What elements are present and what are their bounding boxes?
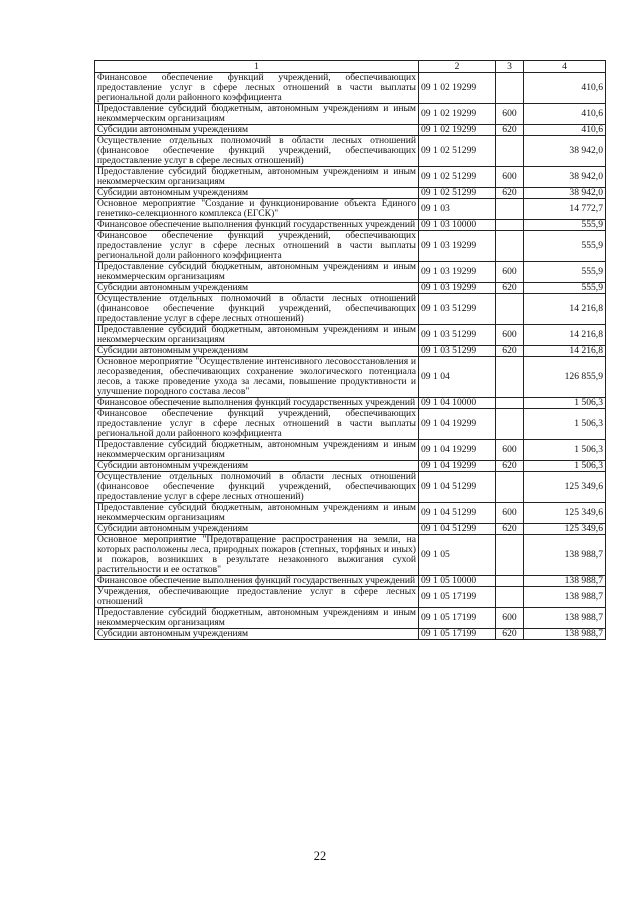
row-name-cell: Основное мероприятие "Осуществление интенсивного лесовосстановления и лесоразведения, обеспечивающих сохранение экологического потенциала лесов, а также проведение ухода за лесами, повышение продуктивности и улучшение породного состава лесов"	[95, 357, 419, 398]
row-name-cell: Финансовое обеспечение функций учреждений, обеспечивающих предоставление услуг в сфере лесных отношений в части выплаты региональной доли районного коэффициента	[95, 409, 419, 440]
row-code-cell: 09 1 03	[419, 199, 496, 220]
row-vr-cell	[496, 576, 524, 587]
table-row	[95, 199, 606, 220]
row-name-cell: Осуществление отдельных полномочий в области лесных отношений (финансовое обеспечение функций учреждений, обеспечивающих предоставление услуг в сфере лесных отношений)	[95, 472, 419, 503]
table-row	[95, 524, 606, 535]
row-name-cell: Субсидии автономным учреждениям	[95, 524, 419, 535]
table-row	[95, 409, 606, 440]
row-sum-cell: 555,9	[524, 231, 606, 262]
row-code-cell: 09 1 04 10000	[419, 398, 496, 409]
row-name-cell: Основное мероприятие "Предотвращение распространения на земли, на которых расположены леса, природных пожаров (степных, торфяных и иных) и пожаров, возникших в результате незаконного выжигания сухой растительности и ее остатков"	[95, 535, 419, 576]
row-vr-cell: 600	[496, 104, 524, 125]
row-code-cell: 09 1 04 19299	[419, 461, 496, 472]
row-code-cell: 09 1 03 51299	[419, 346, 496, 357]
row-name-cell: Субсидии автономным учреждениям	[95, 283, 419, 294]
row-name-cell: Предоставление субсидий бюджетным, автономным учреждениям и иным некоммерческим организациям	[95, 503, 419, 524]
table-row	[95, 104, 606, 125]
row-name-cell: Предоставление субсидий бюджетным, автономным учреждениям и иным некоммерческим организациям	[95, 440, 419, 461]
row-code-cell: 09 1 02 51299	[419, 136, 496, 167]
row-code-cell: 09 1 02 19299	[419, 73, 496, 104]
row-sum-cell: 138 988,7	[524, 535, 606, 576]
table-row	[95, 325, 606, 346]
table-row	[95, 136, 606, 167]
row-vr-cell	[496, 357, 524, 398]
row-name-cell: Субсидии автономным учреждениям	[95, 346, 419, 357]
row-name-cell: Осуществление отдельных полномочий в области лесных отношений (финансовое обеспечение функций учреждений, обеспечивающих предоставление услуг в сфере лесных отношений)	[95, 294, 419, 325]
row-sum-cell: 410,6	[524, 104, 606, 125]
table-row	[95, 125, 606, 136]
row-name-cell: Предоставление субсидий бюджетным, автономным учреждениям и иным некоммерческим организациям	[95, 104, 419, 125]
row-code-cell: 09 1 03 51299	[419, 325, 496, 346]
row-code-cell: 09 1 02 51299	[419, 188, 496, 199]
row-sum-cell: 14 216,8	[524, 294, 606, 325]
row-vr-cell: 600	[496, 262, 524, 283]
row-vr-cell	[496, 294, 524, 325]
table-row	[95, 503, 606, 524]
row-sum-cell: 14 216,8	[524, 346, 606, 357]
row-sum-cell: 138 988,7	[524, 608, 606, 629]
row-vr-cell	[496, 220, 524, 231]
table-row	[95, 398, 606, 409]
row-sum-cell: 38 942,0	[524, 188, 606, 199]
row-sum-cell: 14 772,7	[524, 199, 606, 220]
row-sum-cell: 1 506,3	[524, 440, 606, 461]
column-header-name: 1	[95, 61, 419, 73]
row-code-cell: 09 1 04 51299	[419, 503, 496, 524]
table-row	[95, 283, 606, 294]
row-vr-cell: 600	[496, 167, 524, 188]
row-name-cell: Субсидии автономным учреждениям	[95, 188, 419, 199]
row-vr-cell: 620	[496, 524, 524, 535]
page-number: 22	[313, 849, 327, 863]
row-name-cell: Финансовое обеспечение выполнения функций государственных учреждений	[95, 398, 419, 409]
row-name-cell: Финансовое обеспечение функций учреждений, обеспечивающих предоставление услуг в сфере лесных отношений в части выплаты региональной доли районного коэффициента	[95, 73, 419, 104]
row-vr-cell: 620	[496, 125, 524, 136]
row-vr-cell	[496, 136, 524, 167]
row-name-cell: Предоставление субсидий бюджетным, автономным учреждениям и иным некоммерческим организациям	[95, 325, 419, 346]
row-name-cell: Основное мероприятие "Создание и функционирование объекта Единого генетико-селекционного комплекса (ЕГСК)"	[95, 199, 419, 220]
table-row	[95, 472, 606, 503]
row-sum-cell: 125 349,6	[524, 472, 606, 503]
row-code-cell: 09 1 04 19299	[419, 440, 496, 461]
budget-table	[94, 60, 606, 640]
row-code-cell: 09 1 05 17199	[419, 608, 496, 629]
row-name-cell: Осуществление отдельных полномочий в области лесных отношений (финансовое обеспечение функций учреждений, обеспечивающих предоставление услуг в сфере лесных отношений)	[95, 136, 419, 167]
row-code-cell: 09 1 03 19299	[419, 283, 496, 294]
row-sum-cell: 14 216,8	[524, 325, 606, 346]
table-row	[95, 294, 606, 325]
row-code-cell: 09 1 04 51299	[419, 524, 496, 535]
row-sum-cell: 555,9	[524, 262, 606, 283]
row-vr-cell	[496, 199, 524, 220]
row-vr-cell: 600	[496, 503, 524, 524]
table-row	[95, 73, 606, 104]
row-name-cell: Субсидии автономным учреждениям	[95, 461, 419, 472]
row-sum-cell: 555,9	[524, 220, 606, 231]
row-code-cell: 09 1 03 10000	[419, 220, 496, 231]
column-header-sum: 4	[524, 61, 606, 73]
table-row	[95, 440, 606, 461]
row-sum-cell: 125 349,6	[524, 524, 606, 535]
table-row	[95, 231, 606, 262]
row-name-cell: Финансовое обеспечение выполнения функций государственных учреждений	[95, 576, 419, 587]
row-sum-cell: 555,9	[524, 283, 606, 294]
table-row	[95, 357, 606, 398]
table-row	[95, 167, 606, 188]
table-row	[95, 461, 606, 472]
row-sum-cell: 38 942,0	[524, 136, 606, 167]
row-name-cell: Предоставление субсидий бюджетным, автономным учреждениям и иным некоммерческим организациям	[95, 608, 419, 629]
row-code-cell: 09 1 05 17199	[419, 629, 496, 640]
table-row	[95, 535, 606, 576]
row-name-cell: Учреждения, обеспечивающие предоставление услуг в сфере лесных отношений	[95, 587, 419, 608]
row-code-cell: 09 1 05	[419, 535, 496, 576]
table-row	[95, 629, 606, 640]
row-sum-cell: 410,6	[524, 125, 606, 136]
row-name-cell: Финансовое обеспечение функций учреждений, обеспечивающих предоставление услуг в сфере лесных отношений в части выплаты региональной доли районного коэффициента	[95, 231, 419, 262]
row-vr-cell: 620	[496, 629, 524, 640]
row-sum-cell: 410,6	[524, 73, 606, 104]
row-sum-cell: 1 506,3	[524, 398, 606, 409]
row-sum-cell: 1 506,3	[524, 461, 606, 472]
column-header-code: 2	[419, 61, 496, 73]
row-vr-cell: 600	[496, 608, 524, 629]
table-row	[95, 346, 606, 357]
row-code-cell: 09 1 02 19299	[419, 125, 496, 136]
row-code-cell: 09 1 02 51299	[419, 167, 496, 188]
row-vr-cell: 620	[496, 346, 524, 357]
row-sum-cell: 38 942,0	[524, 167, 606, 188]
row-code-cell: 09 1 04 19299	[419, 409, 496, 440]
table-row	[95, 576, 606, 587]
row-vr-cell: 600	[496, 440, 524, 461]
row-sum-cell: 138 988,7	[524, 576, 606, 587]
row-code-cell: 09 1 04 51299	[419, 472, 496, 503]
row-name-cell: Финансовое обеспечение выполнения функций государственных учреждений	[95, 220, 419, 231]
table-row	[95, 587, 606, 608]
row-vr-cell	[496, 231, 524, 262]
table-row	[95, 262, 606, 283]
row-name-cell: Субсидии автономным учреждениям	[95, 629, 419, 640]
row-code-cell: 09 1 05 10000	[419, 576, 496, 587]
table-row	[95, 608, 606, 629]
row-code-cell: 09 1 02 19299	[419, 104, 496, 125]
row-sum-cell: 138 988,7	[524, 629, 606, 640]
column-header-vr: 3	[496, 61, 524, 73]
row-vr-cell	[496, 398, 524, 409]
row-vr-cell	[496, 535, 524, 576]
row-name-cell: Предоставление субсидий бюджетным, автономным учреждениям и иным некоммерческим организациям	[95, 167, 419, 188]
row-vr-cell	[496, 73, 524, 104]
row-vr-cell: 620	[496, 188, 524, 199]
row-code-cell: 09 1 03 51299	[419, 294, 496, 325]
row-vr-cell	[496, 409, 524, 440]
table-row	[95, 188, 606, 199]
header-row	[95, 61, 606, 73]
row-sum-cell: 126 855,9	[524, 357, 606, 398]
row-sum-cell: 138 988,7	[524, 587, 606, 608]
row-vr-cell: 620	[496, 461, 524, 472]
row-vr-cell	[496, 587, 524, 608]
row-code-cell: 09 1 05 17199	[419, 587, 496, 608]
row-name-cell: Субсидии автономным учреждениям	[95, 125, 419, 136]
row-sum-cell: 1 506,3	[524, 409, 606, 440]
row-vr-cell: 600	[496, 325, 524, 346]
row-vr-cell: 620	[496, 283, 524, 294]
row-name-cell: Предоставление субсидий бюджетным, автономным учреждениям и иным некоммерческим организациям	[95, 262, 419, 283]
row-code-cell: 09 1 04	[419, 357, 496, 398]
row-vr-cell	[496, 472, 524, 503]
row-sum-cell: 125 349,6	[524, 503, 606, 524]
row-code-cell: 09 1 03 19299	[419, 262, 496, 283]
row-code-cell: 09 1 03 19299	[419, 231, 496, 262]
table-row	[95, 220, 606, 231]
